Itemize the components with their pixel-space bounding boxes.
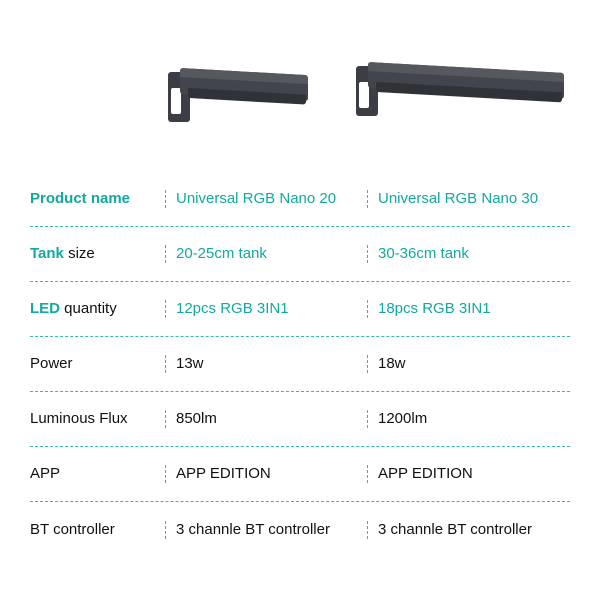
table-row (30, 337, 570, 392)
row-label-lead: LED (30, 300, 60, 317)
row-value-product-2: Universal RGB Nano 30 (367, 190, 569, 208)
row-label-rest: size (63, 245, 95, 262)
row-value-product-1: 13w (165, 355, 367, 373)
row-value-product-1: 3 channle BT controller (165, 521, 367, 539)
table-row (30, 172, 570, 227)
product-images (0, 0, 600, 172)
table-row (30, 392, 570, 447)
row-label: Luminous Flux (30, 410, 128, 427)
row-label: Power (30, 355, 73, 372)
row-label: BT controller (30, 520, 115, 538)
row-value-product-1: 850lm (165, 410, 367, 428)
row-value-product-1: APP EDITION (165, 465, 367, 483)
row-value-product-1: 20-25cm tank (165, 245, 367, 263)
table-row (30, 502, 570, 557)
row-value-product-2: 1200lm (367, 410, 569, 428)
table-row (30, 282, 570, 337)
row-label (30, 245, 165, 263)
spec-comparison-table (0, 172, 600, 557)
led-light-bar-small-icon (168, 68, 308, 130)
row-label-rest: quantity (60, 300, 117, 317)
row-label (30, 300, 165, 318)
row-value-product-2: 18pcs RGB 3IN1 (367, 300, 569, 318)
row-value-product-2: 30-36cm tank (367, 245, 569, 263)
row-value-product-2: 3 channle BT controller (367, 521, 569, 539)
led-light-bar-large-icon (356, 62, 564, 134)
row-value-product-2: 18w (367, 355, 569, 373)
row-label: Product name (30, 190, 131, 207)
row-label: APP (30, 465, 61, 482)
table-row (30, 447, 570, 502)
row-value-product-1: 12pcs RGB 3IN1 (165, 300, 367, 318)
row-value-product-2: APP EDITION (367, 465, 569, 483)
table-row (30, 227, 570, 282)
row-label-lead: Tank (30, 245, 64, 262)
row-value-product-1: Universal RGB Nano 20 (165, 190, 367, 208)
